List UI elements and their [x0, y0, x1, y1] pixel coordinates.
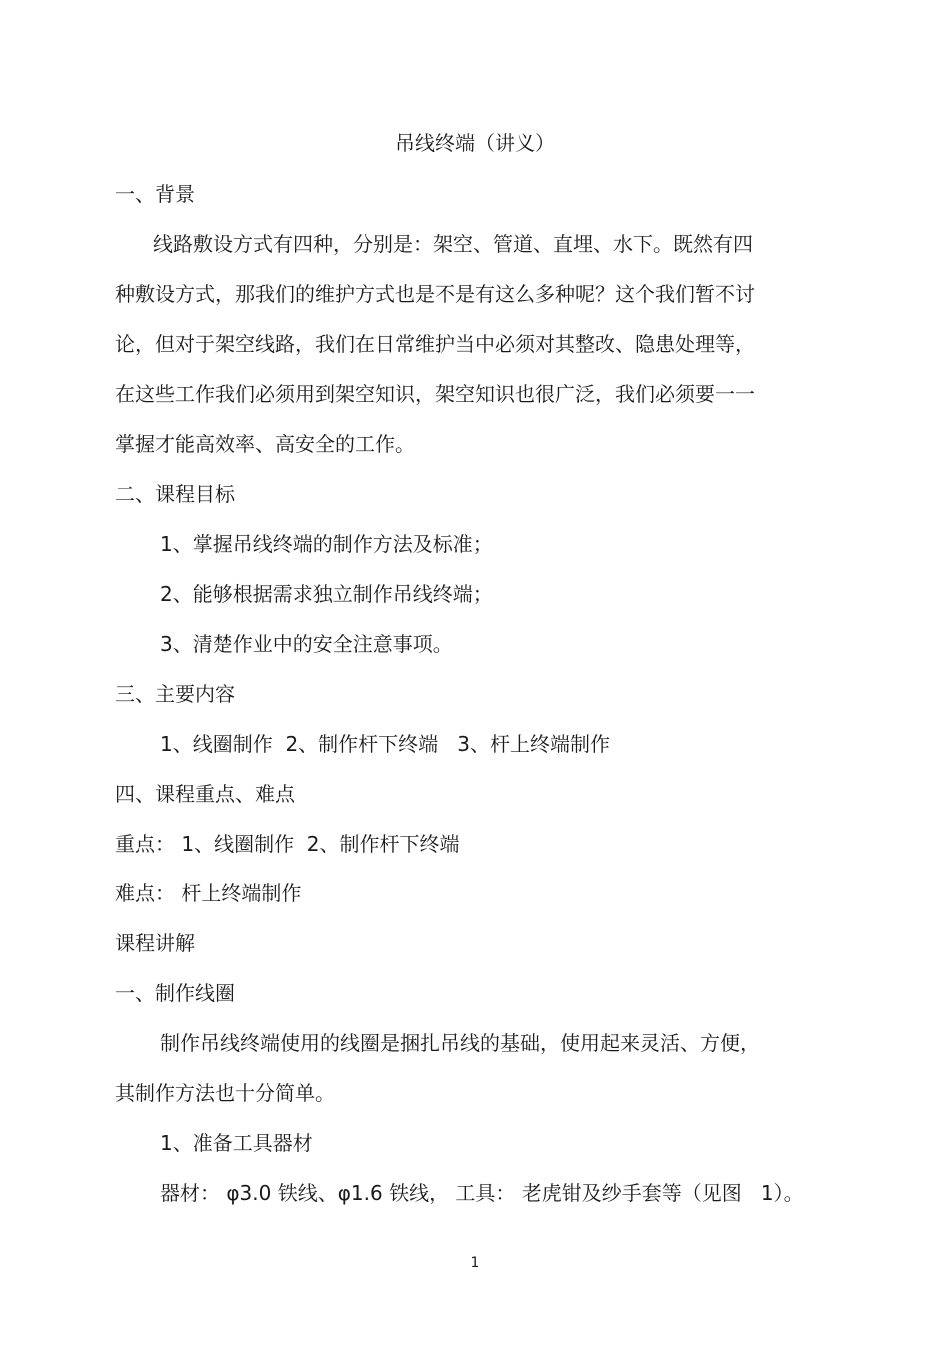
heading-content: 三、主要内容: [115, 682, 235, 706]
document-title: 吊线终端（讲义）: [395, 131, 555, 155]
content-line: 1、线圈制作 2、制作杆下终端 3、杆上终端制作: [160, 732, 610, 756]
paragraph-line: 其制作方法也十分简单。: [115, 1081, 335, 1105]
paragraph-line: 制作吊线终端使用的线圈是捆扎吊线的基础，使用起来灵活、方便，: [160, 1031, 760, 1055]
paragraph-line: 线路敷设方式有四种，分别是：架空、管道、直埋、水下。既然有四: [153, 232, 753, 256]
paragraph-line: 掌握才能高效率、高安全的工作。: [115, 432, 415, 456]
heading-coil: 一、制作线圈: [115, 981, 235, 1005]
paragraph-line: 在这些工作我们必须用到架空知识，架空知识也很广泛，我们必须要一一: [115, 382, 755, 406]
goal-item: 3、清楚作业中的安全注意事项。: [160, 632, 453, 656]
paragraph-line: 论，但对于架空线路，我们在日常维护当中必须对其整改、隐患处理等，: [115, 332, 755, 356]
heading-goals: 二、课程目标: [115, 482, 235, 506]
tools-line: 器材： φ3.0 铁线、φ1.6 铁线， 工具： 老虎钳及纱手套等（见图 1）。: [160, 1181, 804, 1205]
difficulty-line: 难点： 杆上终端制作: [115, 881, 302, 905]
page-number: 1: [470, 1255, 480, 1271]
heading-tools: 1、准备工具器材: [160, 1131, 313, 1155]
heading-background: 一、背景: [115, 182, 195, 206]
paragraph-line: 种敷设方式，那我们的维护方式也是不是有这么多种呢？这个我们暂不讨: [115, 282, 755, 306]
goal-item: 1、掌握吊线终端的制作方法及标准；: [160, 532, 493, 556]
heading-keypoints: 四、课程重点、难点: [115, 782, 295, 806]
goal-item: 2、能够根据需求独立制作吊线终端；: [160, 582, 493, 606]
keypoint-line: 重点： 1、线圈制作 2、制作杆下终端: [115, 832, 460, 856]
heading-lecture: 课程讲解: [115, 931, 195, 955]
